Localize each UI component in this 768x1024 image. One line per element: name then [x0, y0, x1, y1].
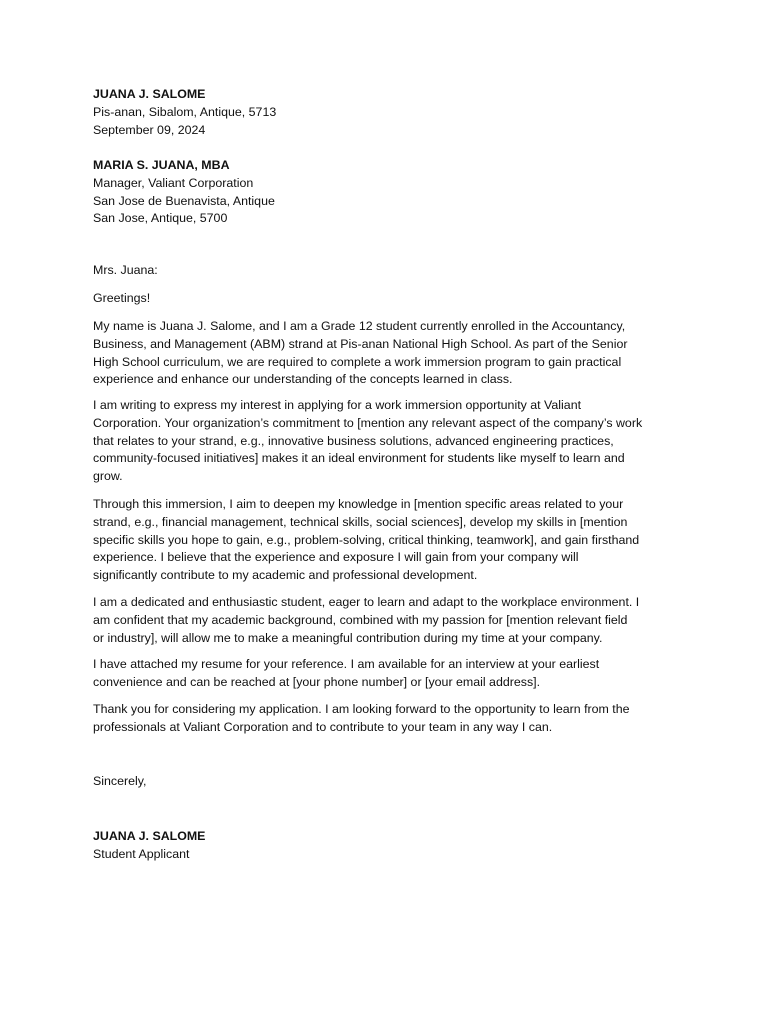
paragraph-line: convenience and can be reached at [your phone number] or [your email address].	[93, 674, 541, 689]
paragraph-line: Corporation. Your organization’s commitment to [mention any relevant aspect of the company’s work	[93, 415, 643, 430]
body-paragraph-4	[93, 594, 683, 647]
paragraph-line: I have attached my resume for your reference. I am available for an interview at your earliest	[93, 657, 600, 671]
letter-date: September 09, 2024	[93, 122, 206, 137]
paragraph-line: grow.	[93, 469, 123, 484]
signature-block	[93, 828, 683, 864]
paragraph-line: experience. I believe that the experience and exposure I will gain from your company will	[93, 550, 579, 565]
body-paragraph-5	[93, 656, 683, 692]
closing-text: Sincerely,	[93, 774, 147, 788]
body-paragraph-1	[93, 318, 683, 389]
paragraph-line: I am writing to express my interest in applying for a work immersion opportunity at Valiant	[93, 398, 582, 412]
salutation-text: Mrs. Juana:	[93, 263, 158, 277]
paragraph-line: My name is Juana J. Salome, and I am a Grade 12 student currently enrolled in the Accountancy,	[93, 319, 626, 333]
paragraph-line: professionals at Valiant Corporation and to contribute to your team in any way I can.	[93, 719, 553, 734]
paragraph-line: Thank you for considering my application. I am looking forward to the opportunity to learn from the	[93, 702, 630, 716]
greeting	[93, 290, 683, 308]
sender-address: Pis-anan, Sibalom, Antique, 5713	[93, 104, 277, 119]
paragraph-line: Business, and Management (ABM) strand at Pis-anan National High School. As part of the Senior	[93, 336, 628, 351]
closing	[93, 773, 683, 791]
paragraph-line: Through this immersion, I aim to deepen my knowledge in [mention specific areas related to your	[93, 497, 624, 511]
body-paragraph-3	[93, 496, 683, 585]
sender-block	[93, 86, 683, 139]
body-paragraph-2	[93, 397, 683, 486]
paragraph-line: I am a dedicated and enthusiastic student, eager to learn and adapt to the workplace environment. I	[93, 595, 640, 609]
body-paragraph-6	[93, 701, 683, 737]
recipient-address-line2: San Jose, Antique, 5700	[93, 211, 228, 226]
paragraph-line: community-focused initiatives] makes it an ideal environment for students like myself to learn and	[93, 451, 625, 466]
paragraph-line: am confident that my academic background, combined with my passion for [mention relevant field	[93, 612, 628, 627]
signature-title: Student Applicant	[93, 846, 190, 861]
paragraph-line: significantly contribute to my academic and professional development.	[93, 568, 478, 583]
salutation	[93, 262, 683, 280]
sender-name: JUANA J. SALOME	[93, 87, 206, 101]
paragraph-line: strand, e.g., financial management, technical skills, social sciences], develop my skills in [mention	[93, 514, 628, 529]
paragraph-line: experience and enhance our understanding of the concepts learned in class.	[93, 372, 513, 387]
recipient-address-line1: San Jose de Buenavista, Antique	[93, 193, 275, 208]
paragraph-line: specific skills you hope to gain, e.g., problem-solving, critical thinking, teamwork], and gain firsthand	[93, 532, 640, 547]
paragraph-line: or industry], will allow me to make a meaningful contribution during my time at your company.	[93, 630, 603, 645]
recipient-block	[93, 157, 683, 228]
greeting-text: Greetings!	[93, 291, 151, 305]
recipient-position: Manager, Valiant Corporation	[93, 175, 254, 190]
paragraph-line: High School curriculum, we are required to complete a work immersion program to gain practical	[93, 354, 622, 369]
signature-name: JUANA J. SALOME	[93, 829, 206, 843]
paragraph-line: that relates to your strand, e.g., innovative business solutions, advanced engineering practices,	[93, 433, 614, 448]
recipient-name: MARIA S. JUANA, MBA	[93, 158, 230, 172]
